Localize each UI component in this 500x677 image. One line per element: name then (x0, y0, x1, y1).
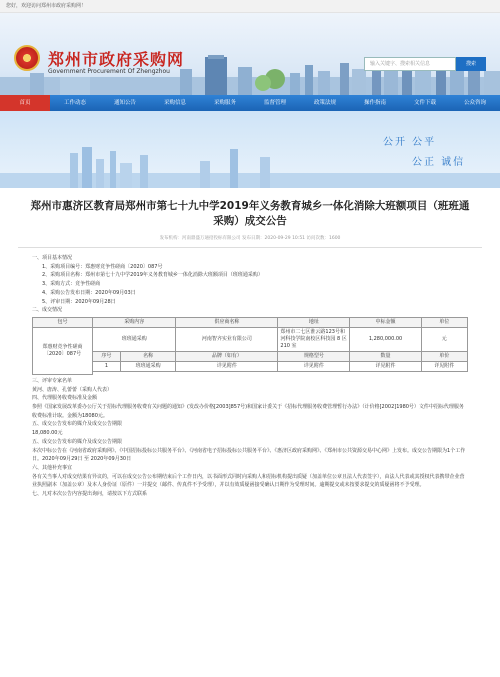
search-button[interactable]: 搜索 (456, 57, 486, 71)
slogan-line-1: 公开 公平 (383, 137, 437, 148)
nav-item-consult[interactable]: 公众咨询 (463, 100, 486, 106)
section-heading: 三、评审专家名单 (32, 377, 73, 384)
table-header: 数量 (350, 351, 421, 361)
nav-item-notices[interactable]: 通知公告 (113, 100, 136, 106)
slogan-line-2: 公正 诚信 (412, 157, 466, 168)
welcome-text: 您好，欢迎访问郑州市政府采购网！ (6, 3, 87, 9)
nav-item-work-news[interactable]: 工作动态 (63, 100, 86, 106)
government-emblem-icon (14, 45, 40, 71)
article (0, 189, 500, 499)
search-input[interactable]: 输入关键字、搜索相关信息 (364, 57, 456, 71)
table-header: 规格型号 (278, 351, 350, 361)
list-item: 4、采购公告发布日期：2020年09月03日 (42, 289, 136, 296)
table-header: 品牌（如有） (176, 351, 278, 361)
table-header: 供应商名称 (176, 317, 278, 327)
banner (0, 111, 500, 188)
article-meta: 发布机构：河南鼎盛万通招投标有限公司 发布日期：2020-09-29 10:51 访问次数：1600 (18, 235, 482, 248)
award-amount: 1,280,000.00 (350, 327, 421, 351)
site-logo-subtitle: Government Procurement Of Zhengzhou (48, 68, 170, 75)
list-item: 1、采购项目编号：郑惠财竞争性磋商〔2020〕087号 (42, 263, 163, 270)
table-spacer (93, 371, 468, 374)
article-body (18, 248, 482, 499)
fee-amount: 18,080.00元 (32, 430, 63, 437)
table-cell: 1 (93, 361, 121, 371)
section-heading: 七、凡对本次公告内容提出询问，请按以下方式联系 (32, 491, 148, 498)
award-table (32, 317, 468, 375)
experts-text: 黄河、唐涛、孔蕾蕾（采购人代表） (32, 386, 113, 393)
table-header: 地址 (278, 317, 350, 327)
supplier-address: 郑州市二七区淮云路123号和河科技学院南校区科技园 8 区 210 室 (278, 327, 350, 351)
supplier-name: 河南智齐实业有限公司 (176, 327, 278, 351)
table-header: 名称 (120, 351, 176, 361)
table-header: 中标金额 (350, 317, 421, 327)
procurement-content: 班班通采购 (93, 327, 176, 351)
nav-item-downloads[interactable]: 文件下载 (413, 100, 436, 106)
table-header: 单价 (421, 351, 467, 361)
table-header: 采购内容 (93, 317, 176, 327)
list-item: 2、采购项目名称：郑州市第七十九中学2019年义务教育城乡一体化消除大班额项目（班班通采购） (42, 272, 263, 279)
list-item: 3、采购方式：竞争性磋商 (42, 281, 101, 288)
table-cell: 详见附件 (421, 361, 467, 371)
nav-item-supervision[interactable]: 监督管理 (263, 100, 286, 106)
package-number: 郑惠财竞争性磋商〔2020〕087号 (33, 327, 93, 374)
section-heading: 二、成交情况 (32, 307, 63, 314)
nav-item-home[interactable]: 首页 (0, 95, 50, 111)
section-heading: 六、其他补充事宜 (32, 464, 73, 471)
media-text: 本次中标公告在《河南省政府采购网》、《中国招标投标公共服务平台》、《河南省电子招标投标公共服务平台》、《惠济区政府采购网》、《郑州市公共资源交易中心网》上发布。成交公告期限为1个工作日。2020年09月29日 至 2020年09月30日 (32, 447, 466, 463)
section-heading: 一、项目基本情况 (32, 255, 73, 261)
amount-unit: 元 (421, 327, 467, 351)
other-matters-text: 各有关当事人对成交结果有异议的，可以在成交公告公布期结束后个工作日内，以书面形式同时向采购人和招标机构提出质疑（加盖单位公章且法人代表签字），由法人代表或其授权代表携带企业营业执照副本（加盖公章）及本人身份证（原件）一并提交（邮件、传真件不予受理），并以有效质疑函接受确认日期作为受理时间。逾期提交或未按要求提交的质疑函将不予受理。 (32, 473, 465, 489)
article-title: 郑州市惠济区教育局郑州市第七十九中学2019年义务教育城乡一体化消除大班额项目（班班通采购）成交公告 (30, 200, 470, 227)
section-heading: 五、成交公告发布的媒介及成交公告期限 (32, 421, 123, 428)
nav-item-policies[interactable]: 政策法规 (313, 100, 336, 106)
table-header: 序号 (93, 351, 121, 361)
section-heading: 五、成交公告发布的媒介及成交公告期限 (32, 438, 123, 445)
table-cell: 详见附件 (176, 361, 278, 371)
nav-item-procurement-service[interactable]: 采购服务 (213, 100, 236, 106)
main-nav (0, 95, 500, 111)
table-row (33, 361, 468, 371)
table-header: 单位 (421, 317, 467, 327)
nav-item-guide[interactable]: 操作指南 (363, 100, 386, 106)
table-header: 包号 (33, 317, 93, 327)
site-header (0, 13, 500, 95)
nav-item-procurement-info[interactable]: 采购信息 (163, 100, 186, 106)
table-cell: 班班通采购 (120, 361, 176, 371)
table-cell: 详见附件 (350, 361, 421, 371)
section-heading: 四、代理服务收费标准及金额 (32, 395, 98, 402)
table-row (33, 327, 468, 351)
fee-text: 参照《国家发展改革委办公厅关于招标代理服务收费有关问题的通知》(发改办价格[2003]857号)和国家计委关于《招标代理服务收费管理暂行办法》（计价格[2002]1980号）文件中招标代理服务收费标准计取。金额为18080元。 (32, 404, 464, 419)
list-item: 5、评审日期：2020年09月28日 (42, 298, 116, 305)
table-cell: 详见附件 (278, 361, 350, 371)
welcome-bar (0, 0, 500, 13)
site-logo-title[interactable]: 郑州市政府采购网 (48, 50, 185, 69)
